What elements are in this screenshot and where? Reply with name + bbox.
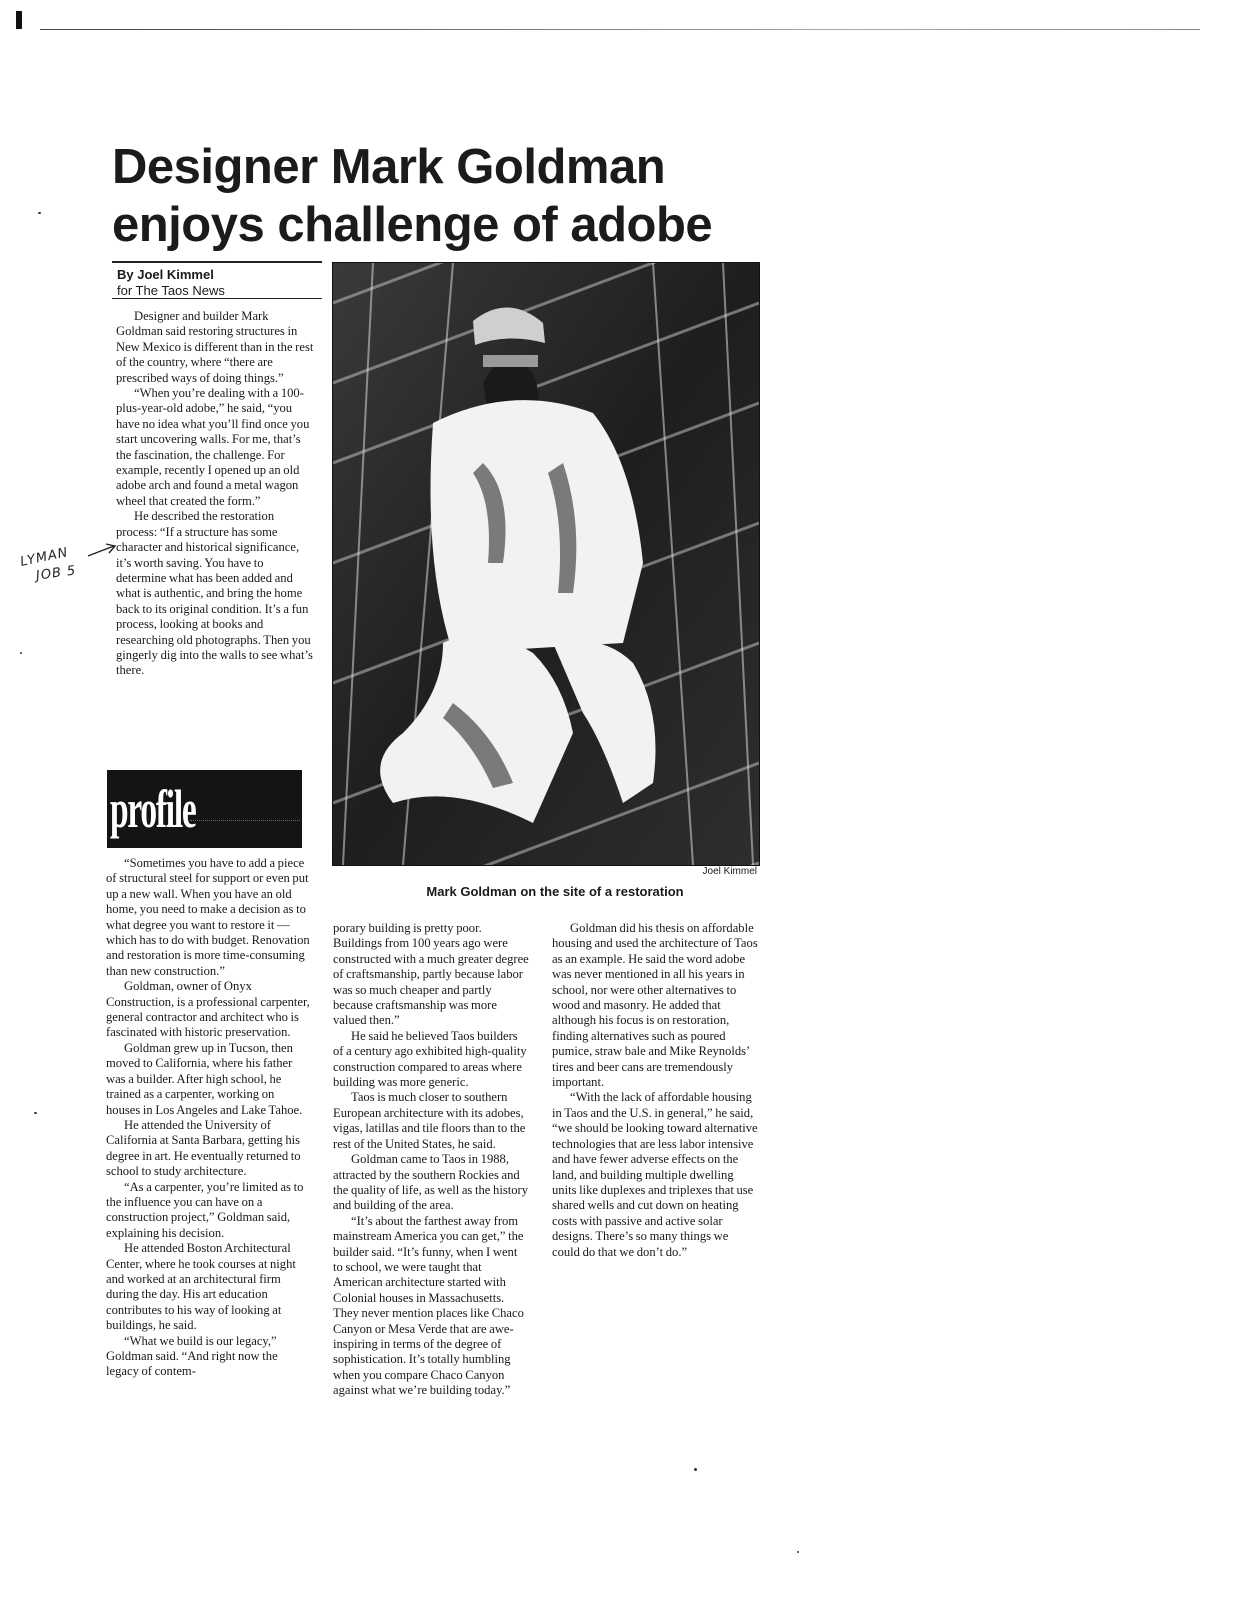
- paragraph: Goldman came to Taos in 1988, attracted by the southern Rockies and the quality of life, as well as the history and building of the area.: [333, 1152, 529, 1213]
- article-headline: [112, 138, 832, 254]
- handwritten-arrow-icon: [86, 540, 118, 562]
- paragraph: Goldman grew up in Tucson, then moved to California, where his father was a builder. After high school, he trained as a carpenter, working on houses in Los Angeles and Lake Tahoe.: [106, 1040, 303, 1117]
- paragraph: He described the restoration process: “If a structure has some character and historical significance, it’s worth saving. You have to determine what has been added and what is authentic, and bring the home back to its original condition. It’s a fun process, looking at books and researching old photographs. Then you gingerly dig into the walls to see what’s there.: [116, 509, 313, 678]
- column-3: [552, 921, 758, 1260]
- byline-bottom-rule: [112, 298, 322, 299]
- paragraph: “As a carpenter, you’re limited as to the influence you can have on a construction project,” Goldman said, explaining his decision.: [106, 1179, 304, 1240]
- article-photo: [332, 262, 760, 866]
- handwritten-note-line-2: JOB 5: [35, 563, 78, 584]
- photo-credit: Joel Kimmel: [702, 866, 757, 877]
- paragraph: porary building is pretty poor. Buildings from 100 years ago were constructed with a much greater degree of craftsmanship, partly because labor was so much cheaper and partly because craftsmanship was more valued then.”: [333, 921, 529, 1028]
- scan-speck: [797, 1551, 799, 1553]
- paragraph: He attended Boston Architectural Center, where he took courses at night and worked at an architectural firm during the day. His art education contributes to his way of looking at buildings, he said.: [106, 1241, 296, 1333]
- byline-top-rule: [112, 261, 322, 263]
- scan-edge-mark: [16, 11, 22, 29]
- column-2: [333, 921, 529, 1399]
- paragraph: Taos is much closer to southern European architecture with its adobes, vigas, latillas and tile floors than to the rest of the United States, he said.: [333, 1090, 526, 1151]
- scan-top-edge: [40, 29, 1200, 30]
- paragraph: He said he believed Taos builders of a century ago exhibited high-quality construction compared to areas where building was more generic.: [333, 1028, 527, 1090]
- byline-author: By Joel Kimmel: [117, 267, 214, 282]
- headline-line-2: enjoys challenge of adobe: [112, 198, 713, 252]
- paragraph: “When you’re dealing with a 100-plus-year-old adobe,” he said, “you have no idea what you’ll find once you start uncovering walls. For me, that’s the fascination, the challenge. For example, recently I opened up an old adobe arch and found a metal wagon wheel that created the form.”: [116, 386, 310, 508]
- photo-illustration: [333, 263, 759, 865]
- column-1-top: [116, 309, 316, 679]
- paragraph: Goldman, owner of Onyx Construction, is a professional carpenter, general contractor and architect who is fascinated with historic preservation.: [106, 979, 310, 1040]
- headline-line-1: Designer Mark Goldman: [112, 140, 666, 194]
- paragraph: “It’s about the farthest away from mainstream America you can get,” the builder said. “It’s funny, when I went to school, we were taught that American architecture started with Colonial houses in Massachusetts. They never mention places like Chaco Canyon or Mesa Verde that are awe-inspiring in terms of the degree of sophistication. It’s totally humbling when you compare Chaco Canyon against what we’re building today.”: [333, 1213, 524, 1398]
- scan-speck: [20, 652, 22, 654]
- paragraph: He attended the University of California at Santa Barbara, getting his degree in art. He eventually returned to school to study architecture.: [106, 1117, 301, 1179]
- paragraph: Goldman did his thesis on affordable housing and used the architecture of Taos as an example. He said the word adobe was never mentioned in all his years in school, nor were other alternatives to wood and masonry. He added that although his focus is on restoration, finding alternatives such as poured pumice, straw bale and Mike Reynolds’ tires and beer cans are tremendously important.: [552, 921, 758, 1090]
- photo-caption: Mark Goldman on the site of a restoration: [426, 884, 684, 899]
- paragraph: “Sometimes you have to add a piece of structural steel for support or even put up a new wall. When you have an old home, you need to make a decision as to what degree you want to restore it — which has to do with budget. Renovation and restoration is more time-consuming than new construction.”: [106, 856, 310, 978]
- paragraph: “What we build is our legacy,” Goldman said. “And right now the legacy of contem-: [106, 1333, 278, 1379]
- byline-outlet: for The Taos News: [117, 283, 225, 298]
- byline: [117, 267, 327, 299]
- profile-label-rule: [190, 820, 300, 822]
- scan-speck: [34, 1112, 37, 1114]
- paragraph: “With the lack of affordable housing in Taos and the U.S. in general,” he said, “we should be looking toward alternative technologies that are less labor intensive and have fewer adverse effects on the land, and building multiple dwelling units like duplexes and triplexes that use shared wells and cut down on heating costs with passive and active solar designs. There’s so many things we could do that we don’t do.”: [552, 1090, 758, 1259]
- scan-speck: [694, 1468, 697, 1471]
- paragraph: Designer and builder Mark Goldman said restoring structures in New Mexico is different than in the rest of the country, where “there are prescribed ways of doing things.”: [116, 309, 314, 385]
- scan-speck: [38, 212, 41, 214]
- handwritten-note-line-1: LYMAN: [18, 545, 70, 570]
- column-1-bottom: [106, 856, 310, 1380]
- profile-label: profile: [110, 779, 196, 839]
